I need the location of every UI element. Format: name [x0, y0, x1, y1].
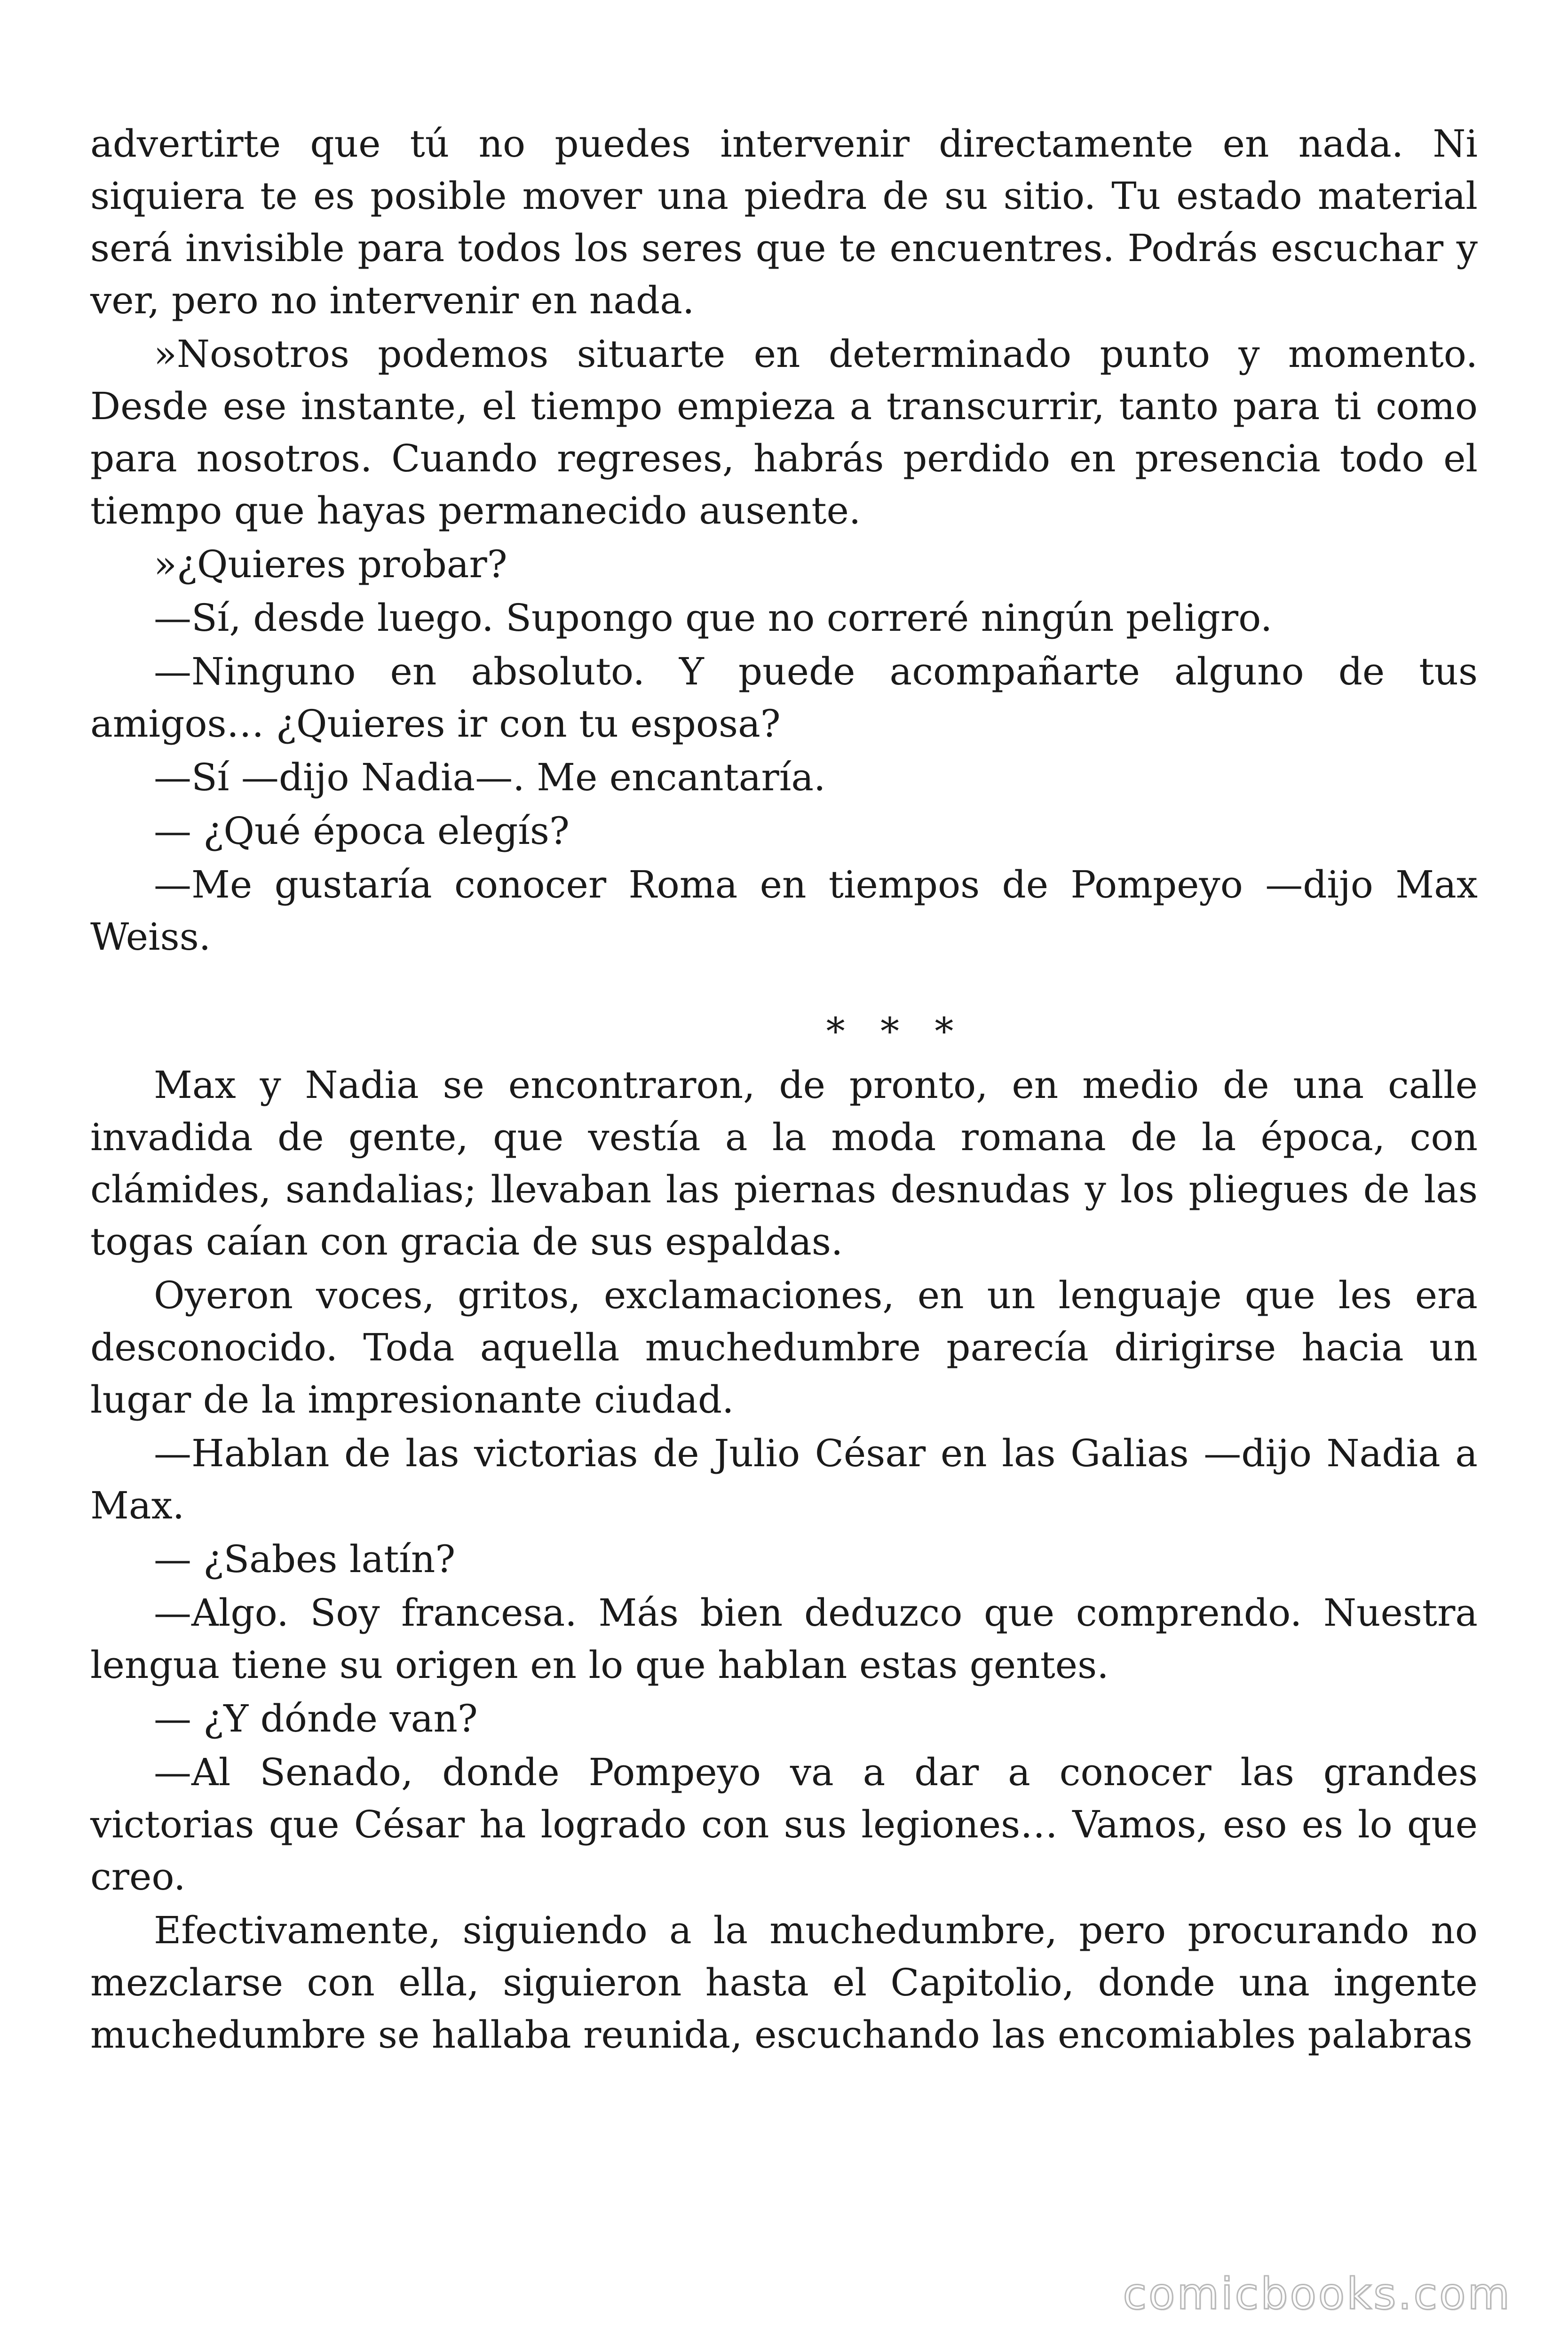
watermark: comicbooks.com: [1123, 2269, 1512, 2319]
dialogue-line: —Al Senado, donde Pompeyo va a dar a conocer las grandes victorias que César ha logrado con sus legiones… Vamos, eso es lo que creo.: [90, 1750, 1478, 1899]
dialogue-line: —Ninguno en absoluto. Y puede acompañarte alguno de tus amigos… ¿Quieres ir con tu esposa?: [90, 650, 1478, 746]
dialogue-line: — ¿Y dónde van?: [154, 1697, 478, 1740]
paragraph: Efectivamente, siguiendo a la muchedumbre, pero procurando no mezclarse con ella, siguieron hasta el Capitolio, donde una ingente muchedumbre se hallaba reunida, escuchando las encomiables palabras: [90, 1908, 1478, 2057]
dialogue-line: —Algo. Soy francesa. Más bien deduzco que comprendo. Nuestra lengua tiene su origen en lo que hablan estas gentes.: [90, 1591, 1478, 1687]
dialogue-line: —Hablan de las victorias de Julio César en las Galias —dijo Nadia a Max.: [90, 1431, 1478, 1527]
dialogue-line: — ¿Qué época elegís?: [154, 809, 570, 853]
dialogue-line: —Sí, desde luego. Supongo que no correré ningún peligro.: [154, 596, 1273, 640]
dialogue-line: — ¿Sabes latín?: [154, 1537, 456, 1581]
dialogue-line: —Sí —dijo Nadia—. Me encantaría.: [154, 755, 826, 799]
page-text: [90, 118, 1478, 2061]
paragraph: Oyeron voces, gritos, exclamaciones, en un lenguaje que les era desconocido. Toda aquella muchedumbre parecía dirigirse hacia un lugar de la impresionante ciudad.: [90, 1273, 1478, 1422]
dialogue-line: —Me gustaría conocer Roma en tiempos de Pompeyo —dijo Max Weiss.: [90, 863, 1478, 959]
paragraph: Max y Nadia se encontraron, de pronto, en medio de una calle invadida de gente, que vestía a la moda romana de la época, con clámides, sandalias; llevaban las piernas desnudas y los pliegues de las togas caían con gracia de sus espaldas.: [90, 1063, 1478, 1263]
paragraph: »¿Quieres probar?: [154, 542, 507, 586]
section-separator: * * *: [826, 1009, 966, 1053]
paragraph: »Nosotros podemos situarte en determinado punto y momento. Desde ese instante, el tiempo empieza a transcurrir, tanto para ti como para nosotros. Cuando regreses, habrás perdido en presencia todo el tiempo que hayas permanecido ausente.: [90, 332, 1478, 532]
paragraph: advertirte que tú no puedes intervenir directamente en nada. Ni siquiera te es posible mover una piedra de su sitio. Tu estado material será invisible para todos los seres que te encuentres. Podrás escuchar y ver, pero no intervenir en nada.: [90, 122, 1478, 322]
